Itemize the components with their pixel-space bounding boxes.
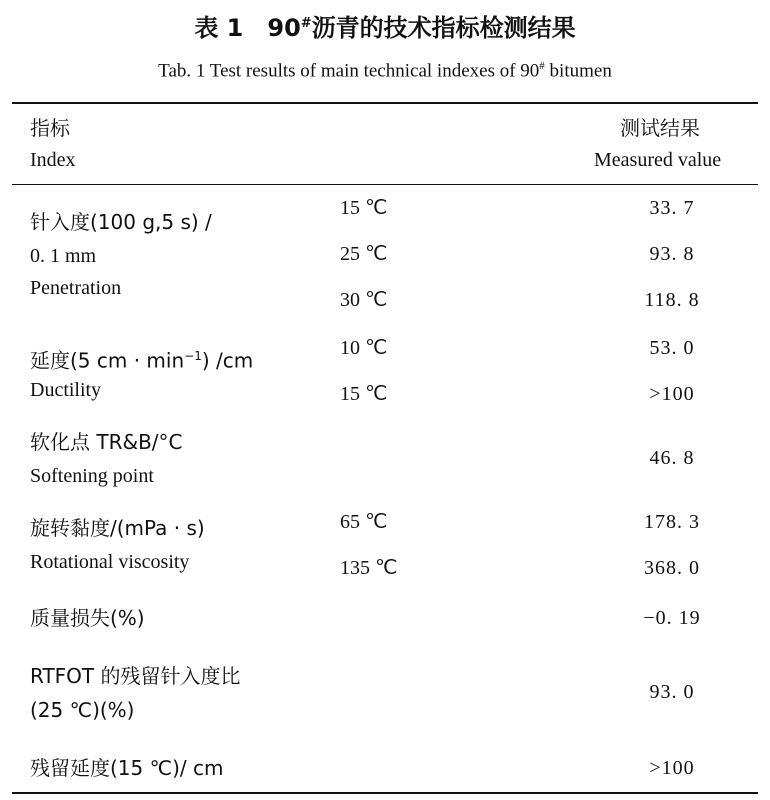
penetration-value: 118. 8: [644, 289, 700, 311]
rtfot-label-cn-2: (25 ℃)(%): [30, 698, 135, 722]
table-title-cn: 表 1 90#沥青的技术指标检测结果: [194, 14, 576, 42]
penetration-label-cn: 针入度(100 g,5 s) /: [30, 210, 212, 234]
penetration-label-unit: 0. 1 mm: [30, 245, 97, 267]
ductility-label-en: Ductility: [30, 379, 102, 401]
mass-loss-label-cn: 质量损失(%): [30, 606, 145, 630]
rtfot-value: 93. 0: [649, 681, 695, 703]
penetration-value: 33. 7: [649, 197, 695, 219]
viscosity-label-en: Rotational viscosity: [30, 551, 190, 573]
penetration-label-en: Penetration: [30, 277, 122, 299]
viscosity-value: 368. 0: [644, 557, 700, 579]
softening-label-en: Softening point: [30, 465, 154, 487]
penetration-condition: 15 ℃: [340, 197, 388, 219]
softening-label-cn: 软化点 TR&B/°C: [30, 430, 183, 454]
header-value-en: Measured value: [594, 149, 722, 171]
viscosity-label-cn: 旋转黏度/(mPa · s): [30, 516, 205, 540]
rtfot-label-cn: RTFOT 的残留针入度比: [30, 664, 241, 688]
viscosity-value: 178. 3: [644, 511, 700, 533]
header-value-cn: 测试结果: [620, 116, 700, 140]
viscosity-condition: 135 ℃: [340, 557, 398, 579]
ductility-value: 53. 0: [649, 337, 695, 359]
table-top-rule: [12, 102, 758, 104]
penetration-value: 93. 8: [649, 243, 695, 265]
ductility-label-cn: 延度(5 cm · $\min^{-1}$) /cm: [30, 348, 254, 373]
header-index-cn: 指标: [30, 116, 70, 140]
table-bottom-rule: [12, 792, 758, 794]
penetration-condition: 30 ℃: [340, 289, 388, 311]
viscosity-condition: 65 ℃: [340, 511, 388, 533]
mass-loss-value: −0. 19: [643, 607, 701, 629]
table-title-en: Tab. 1 Test results of main technical indexes of 90# bitumen: [158, 60, 612, 82]
ductility-condition: 10 ℃: [340, 337, 388, 359]
table-header-rule: [12, 184, 758, 185]
residual-ductility-value: >100: [649, 757, 695, 779]
header-index-en: Index: [30, 149, 76, 171]
penetration-condition: 25 ℃: [340, 243, 388, 265]
residual-ductility-label-cn: 残留延度(15 ℃)/ cm: [30, 756, 224, 780]
ductility-value: >100: [649, 383, 695, 405]
softening-value: 46. 8: [649, 447, 695, 469]
ductility-condition: 15 ℃: [340, 383, 388, 405]
